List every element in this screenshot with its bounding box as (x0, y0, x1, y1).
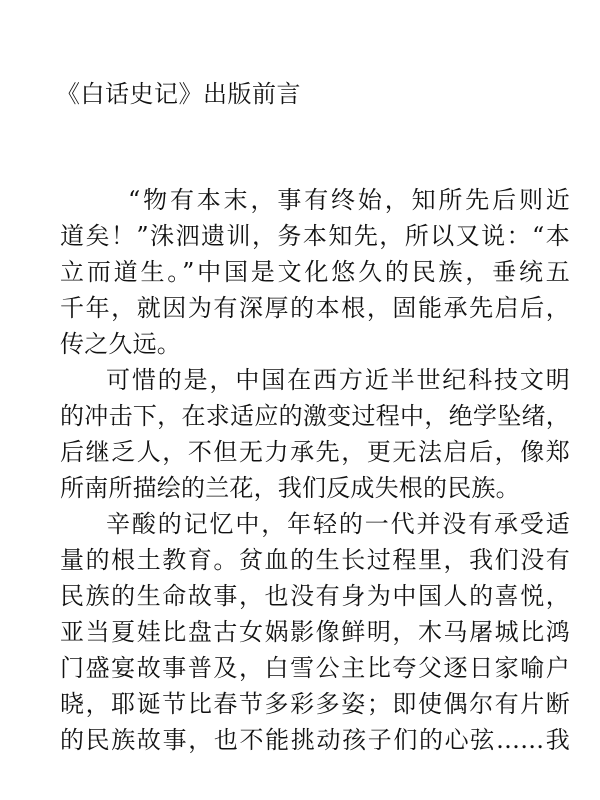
paragraph-3-line-5: 门盛宴故事普及，白雪公主比夸父逐日家喻户 (60, 654, 570, 682)
paragraph-1-line-1: “物有本末，事有终始，知所先后则近 (128, 186, 570, 214)
document-body (60, 182, 570, 758)
paragraph-1-line-4: 千年，就因为有深厚的本根，固能承先启后， (60, 294, 570, 322)
paragraph-1-line-2: 道矣！”洙泗遗训，务本知先，所以又说：“本 (60, 222, 570, 250)
paragraph-1-line-3: 立而道生。”中国是文化悠久的民族，垂统五 (60, 258, 570, 286)
paragraph-3-line-2: 量的根土教育。贫血的生长过程里，我们没有 (60, 546, 570, 574)
paragraph-3-line-1: 辛酸的记忆中，年轻的一代并没有承受适 (106, 510, 570, 538)
paragraph-1-line-5: 传之久远。 (60, 330, 181, 358)
paragraph-3-line-7: 的民族故事，也不能挑动孩子们的心弦……我 (60, 726, 570, 754)
paragraph-2-line-2: 的冲击下，在求适应的激变过程中，绝学坠绪， (60, 402, 570, 430)
paragraph-3-line-4: 亚当夏娃比盘古女娲影像鲜明，木马屠城比鸿 (60, 618, 570, 646)
paragraph-2-line-4: 所南所描绘的兰花，我们反成失根的民族。 (60, 474, 520, 502)
paragraph-3-line-3: 民族的生命故事，也没有身为中国人的喜悦， (60, 582, 570, 610)
document-title: 《白话史记》出版前言 (56, 80, 301, 108)
paragraph-2-line-3: 后继乏人，不但无力承先，更无法启后，像郑 (60, 438, 570, 466)
paragraph-2-line-1: 可惜的是，中国在西方近半世纪科技文明 (106, 366, 570, 394)
paragraph-3-line-6: 晓，耶诞节比春节多彩多姿；即使偶尔有片断 (60, 690, 570, 718)
